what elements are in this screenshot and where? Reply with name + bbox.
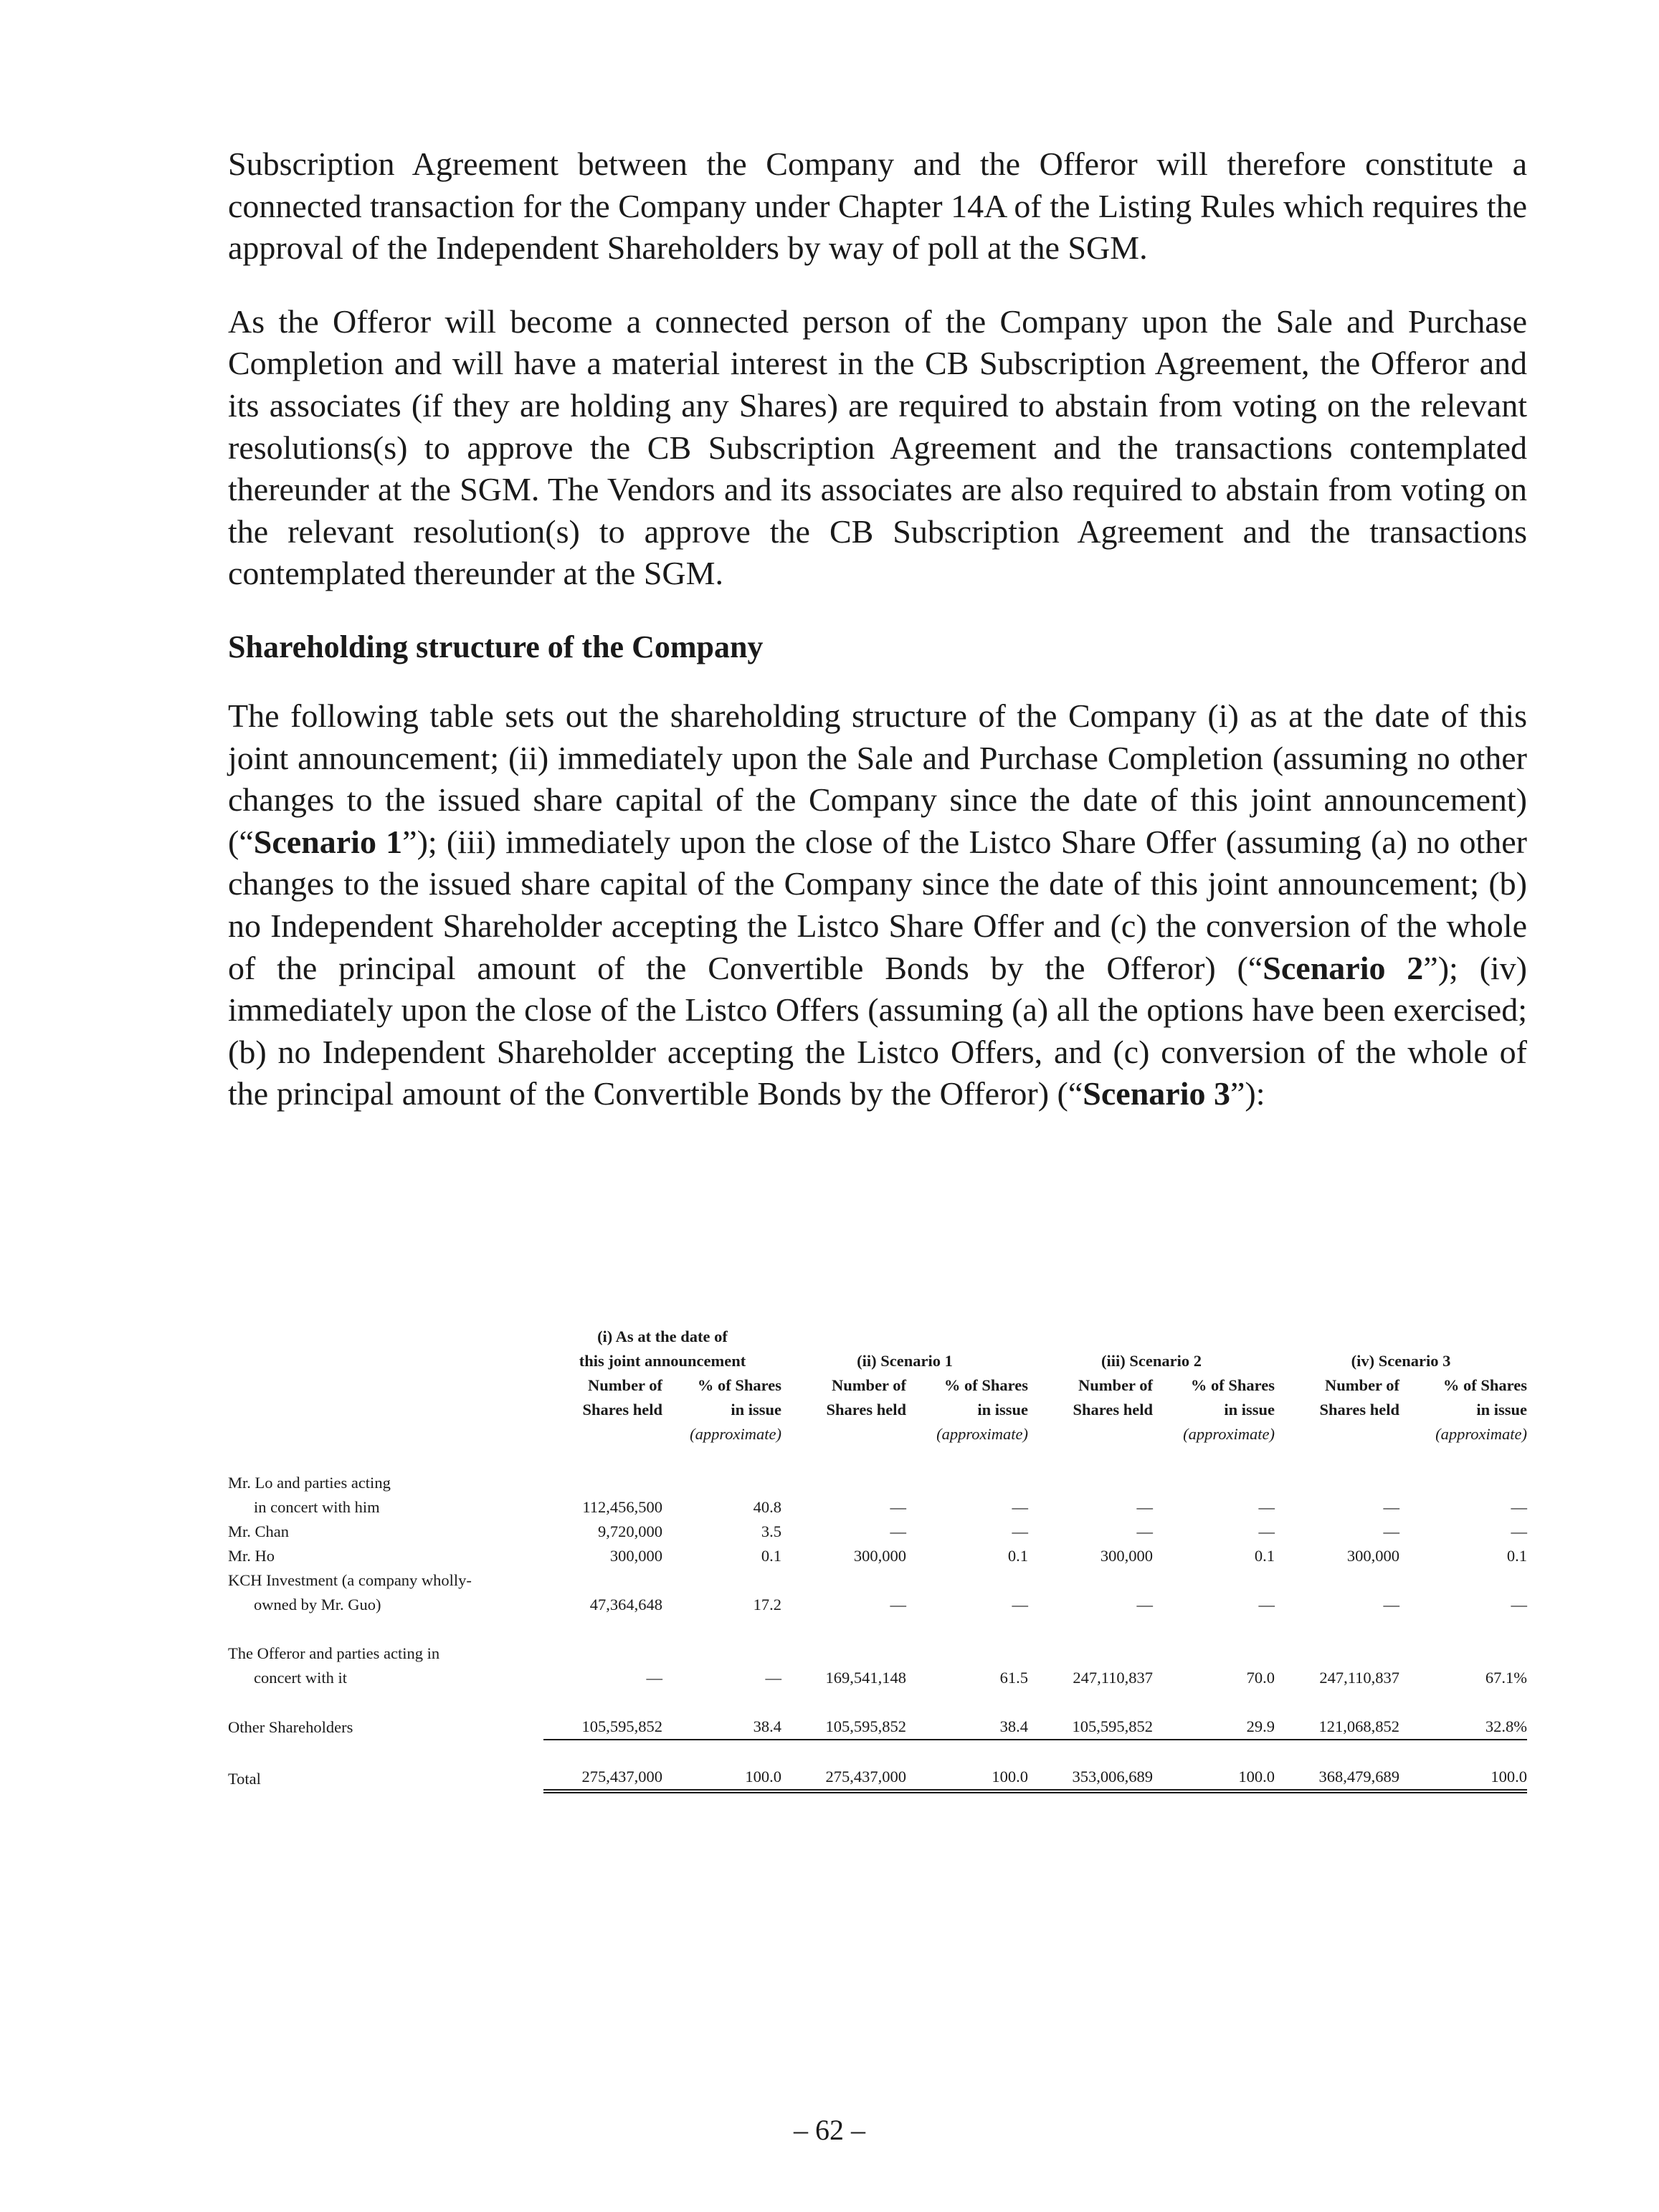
cell: 105,595,852 bbox=[781, 1715, 906, 1740]
cell: — bbox=[1012, 1522, 1028, 1540]
cell: 300,000 bbox=[853, 1547, 906, 1565]
group-header-2: (ii) Scenario 1 bbox=[857, 1352, 953, 1370]
col-number-label: Number of bbox=[832, 1376, 906, 1394]
approximate-note: (approximate) bbox=[690, 1425, 781, 1443]
cell: 61.5 bbox=[999, 1669, 1028, 1687]
cell: — bbox=[1258, 1522, 1275, 1540]
cell: 368,479,689 bbox=[1275, 1765, 1399, 1791]
cell: 105,595,852 bbox=[1028, 1715, 1153, 1740]
col-pct-label-2: in issue bbox=[731, 1401, 781, 1419]
cell: 32.8% bbox=[1399, 1715, 1527, 1740]
cell: 300,000 bbox=[609, 1547, 662, 1565]
cell: 0.1 bbox=[761, 1547, 781, 1565]
cell: 300,000 bbox=[1100, 1547, 1153, 1565]
cell: 9,720,000 bbox=[598, 1522, 662, 1540]
cell: — bbox=[1511, 1498, 1527, 1516]
cell: — bbox=[1012, 1498, 1028, 1516]
table-row-mr-lo bbox=[228, 1495, 1527, 1520]
page-number: – 62 – bbox=[794, 2114, 865, 2146]
table-row bbox=[228, 1641, 1527, 1666]
col-pct-label: % of Shares bbox=[697, 1376, 781, 1394]
group-header-row-1 bbox=[228, 1325, 1527, 1349]
cell: — bbox=[765, 1669, 781, 1687]
col-pct-label-2: in issue bbox=[1476, 1401, 1527, 1419]
table-row-other-shareholders bbox=[228, 1715, 1527, 1740]
cell: — bbox=[1136, 1596, 1153, 1613]
cell: 353,006,689 bbox=[1028, 1765, 1153, 1791]
cell: 38.4 bbox=[906, 1715, 1028, 1740]
col-pct-label: % of Shares bbox=[1442, 1376, 1527, 1394]
cell: 275,437,000 bbox=[543, 1765, 662, 1791]
approximate-note: (approximate) bbox=[1435, 1425, 1527, 1443]
row-label: Other Shareholders bbox=[228, 1718, 353, 1736]
row-label: The Offeror and parties acting in bbox=[228, 1644, 440, 1662]
cell: — bbox=[890, 1498, 906, 1516]
approximate-note: (approximate) bbox=[936, 1425, 1028, 1443]
cell: 112,456,500 bbox=[582, 1498, 662, 1516]
row-label: Mr. Ho bbox=[228, 1547, 275, 1565]
row-label: Mr. Lo and parties acting bbox=[228, 1474, 391, 1492]
cell: 100.0 bbox=[906, 1765, 1028, 1791]
approximate-note: (approximate) bbox=[1183, 1425, 1275, 1443]
table-row bbox=[228, 1568, 1527, 1593]
group-header-1-line1: (i) As at the date of bbox=[597, 1327, 728, 1345]
cell: 67.1% bbox=[1485, 1669, 1527, 1687]
cell: — bbox=[890, 1596, 906, 1613]
row-label: Mr. Chan bbox=[228, 1522, 290, 1540]
cell: 47,364,648 bbox=[589, 1596, 662, 1613]
col-number-label-2: Shares held bbox=[826, 1401, 906, 1419]
cell: 40.8 bbox=[753, 1498, 781, 1516]
section-heading: Shareholding structure of the Company bbox=[228, 629, 764, 664]
col-number-label-2: Shares held bbox=[1073, 1401, 1153, 1419]
cell: — bbox=[1511, 1522, 1527, 1540]
row-label: owned by Mr. Guo) bbox=[254, 1596, 381, 1613]
table-row-total bbox=[228, 1765, 1527, 1791]
cell: 169,541,148 bbox=[825, 1669, 906, 1687]
cell: — bbox=[1136, 1498, 1153, 1516]
cell: 70.0 bbox=[1246, 1669, 1275, 1687]
table-row-kch bbox=[228, 1593, 1527, 1617]
group-header-3: (iii) Scenario 2 bbox=[1101, 1352, 1202, 1370]
cell: — bbox=[890, 1522, 906, 1540]
cell: 0.1 bbox=[1007, 1547, 1028, 1565]
table-row-mr-chan bbox=[228, 1520, 1527, 1544]
col-pct-label-2: in issue bbox=[977, 1401, 1028, 1419]
paragraph-table-intro: The following table sets out the shareholding structure of the Company (i) as at the date of this joint announcement; (ii) immediately upon the Sale and Purchase Completion (assuming no other changes to the issued share capital of the Company since the date of this joint announcement) (“Scenario 1”); (iii) immediately upon the close of the Listco Share Offer (assuming (a) no other changes to the issued share capital of the Company since the date of this joint announcement; (b) no Independent Shareholder accepting the Listco Share Offer and (c) the conversion of the whole of the principal amount of the Convertible Bonds by the Offeror) (“Scenario 2”); (iv) immediately upon the close of the Listco Offers (assuming (a) all the options have been exercised; (b) no Independent Shareholder accepting the Listco Offers, and (c) conversion of the whole of the principal amount of the Convertible Bonds by the Offeror) (“Scenario 3”): bbox=[228, 697, 1528, 1112]
cell: 300,000 bbox=[1346, 1547, 1399, 1565]
col-number-label: Number of bbox=[588, 1376, 662, 1394]
row-label: concert with it bbox=[254, 1669, 347, 1687]
row-label: Total bbox=[228, 1770, 261, 1788]
group-header-4: (iv) Scenario 3 bbox=[1351, 1352, 1451, 1370]
col-number-label-2: Shares held bbox=[1319, 1401, 1399, 1419]
col-pct-label-2: in issue bbox=[1224, 1401, 1275, 1419]
paragraph-abstain-voting: As the Offeror will become a connected person of the Company upon the Sale and Purchase Completion and will have a material interest in the CB Subscription Agreement, the Offeror and its associates (if they are holding any Shares) are required to abstain from voting on the relevant resolutions(s) to approve the CB Subscription Agreement and the transactions contemplated thereunder at the SGM. The Vendors and its associates are also required to abstain from voting on the relevant resolution(s) to approve the CB Subscription Agreement and the transactions contemplated thereunder at the SGM. bbox=[228, 302, 1527, 592]
group-header-row-2 bbox=[228, 1349, 1527, 1373]
row-label: KCH Investment (a company wholly- bbox=[228, 1571, 472, 1589]
col-number-label: Number of bbox=[1078, 1376, 1153, 1394]
table-row-offeror bbox=[228, 1666, 1527, 1690]
cell: 100.0 bbox=[1399, 1765, 1527, 1791]
cell: — bbox=[1258, 1596, 1275, 1613]
cell: 3.5 bbox=[761, 1522, 781, 1540]
col-pct-label: % of Shares bbox=[943, 1376, 1028, 1394]
cell: — bbox=[1012, 1596, 1028, 1613]
col-number-label-2: Shares held bbox=[582, 1401, 662, 1419]
column-header-row-2 bbox=[228, 1398, 1527, 1422]
row-label: in concert with him bbox=[254, 1498, 380, 1516]
col-pct-label: % of Shares bbox=[1190, 1376, 1275, 1394]
cell: 121,068,852 bbox=[1275, 1715, 1399, 1740]
cell: 105,595,852 bbox=[543, 1715, 662, 1740]
group-header-1-line2: this joint announcement bbox=[579, 1352, 746, 1370]
cell: 100.0 bbox=[1153, 1765, 1275, 1791]
cell: 0.1 bbox=[1254, 1547, 1275, 1565]
cell: — bbox=[1383, 1596, 1399, 1613]
column-header-row-1 bbox=[228, 1373, 1527, 1398]
approximate-row bbox=[228, 1422, 1527, 1446]
cell: 100.0 bbox=[662, 1765, 781, 1791]
document-body bbox=[228, 143, 1527, 1147]
col-number-label: Number of bbox=[1325, 1376, 1399, 1394]
cell: — bbox=[1383, 1498, 1399, 1516]
cell: 29.9 bbox=[1153, 1715, 1275, 1740]
table-row-mr-ho bbox=[228, 1544, 1527, 1568]
table-row bbox=[228, 1471, 1527, 1495]
cell: — bbox=[1258, 1498, 1275, 1516]
cell: — bbox=[646, 1669, 662, 1687]
cell: — bbox=[1511, 1596, 1527, 1613]
cell: 247,110,837 bbox=[1073, 1669, 1153, 1687]
cell: 38.4 bbox=[662, 1715, 781, 1740]
cell: — bbox=[1383, 1522, 1399, 1540]
cell: — bbox=[1136, 1522, 1153, 1540]
cell: 0.1 bbox=[1506, 1547, 1527, 1565]
paragraph-cb-subscription: Subscription Agreement between the Company and the Offeror will therefore constitute a connected transaction for the Company under Chapter 14A of the Listing Rules which requires the approval of the Independent Shareholders by way of poll at the SGM. bbox=[228, 146, 1527, 267]
cell: 275,437,000 bbox=[781, 1765, 906, 1791]
cell: 17.2 bbox=[753, 1596, 781, 1613]
cell: 247,110,837 bbox=[1319, 1669, 1399, 1687]
shareholding-table bbox=[228, 1325, 1527, 1793]
